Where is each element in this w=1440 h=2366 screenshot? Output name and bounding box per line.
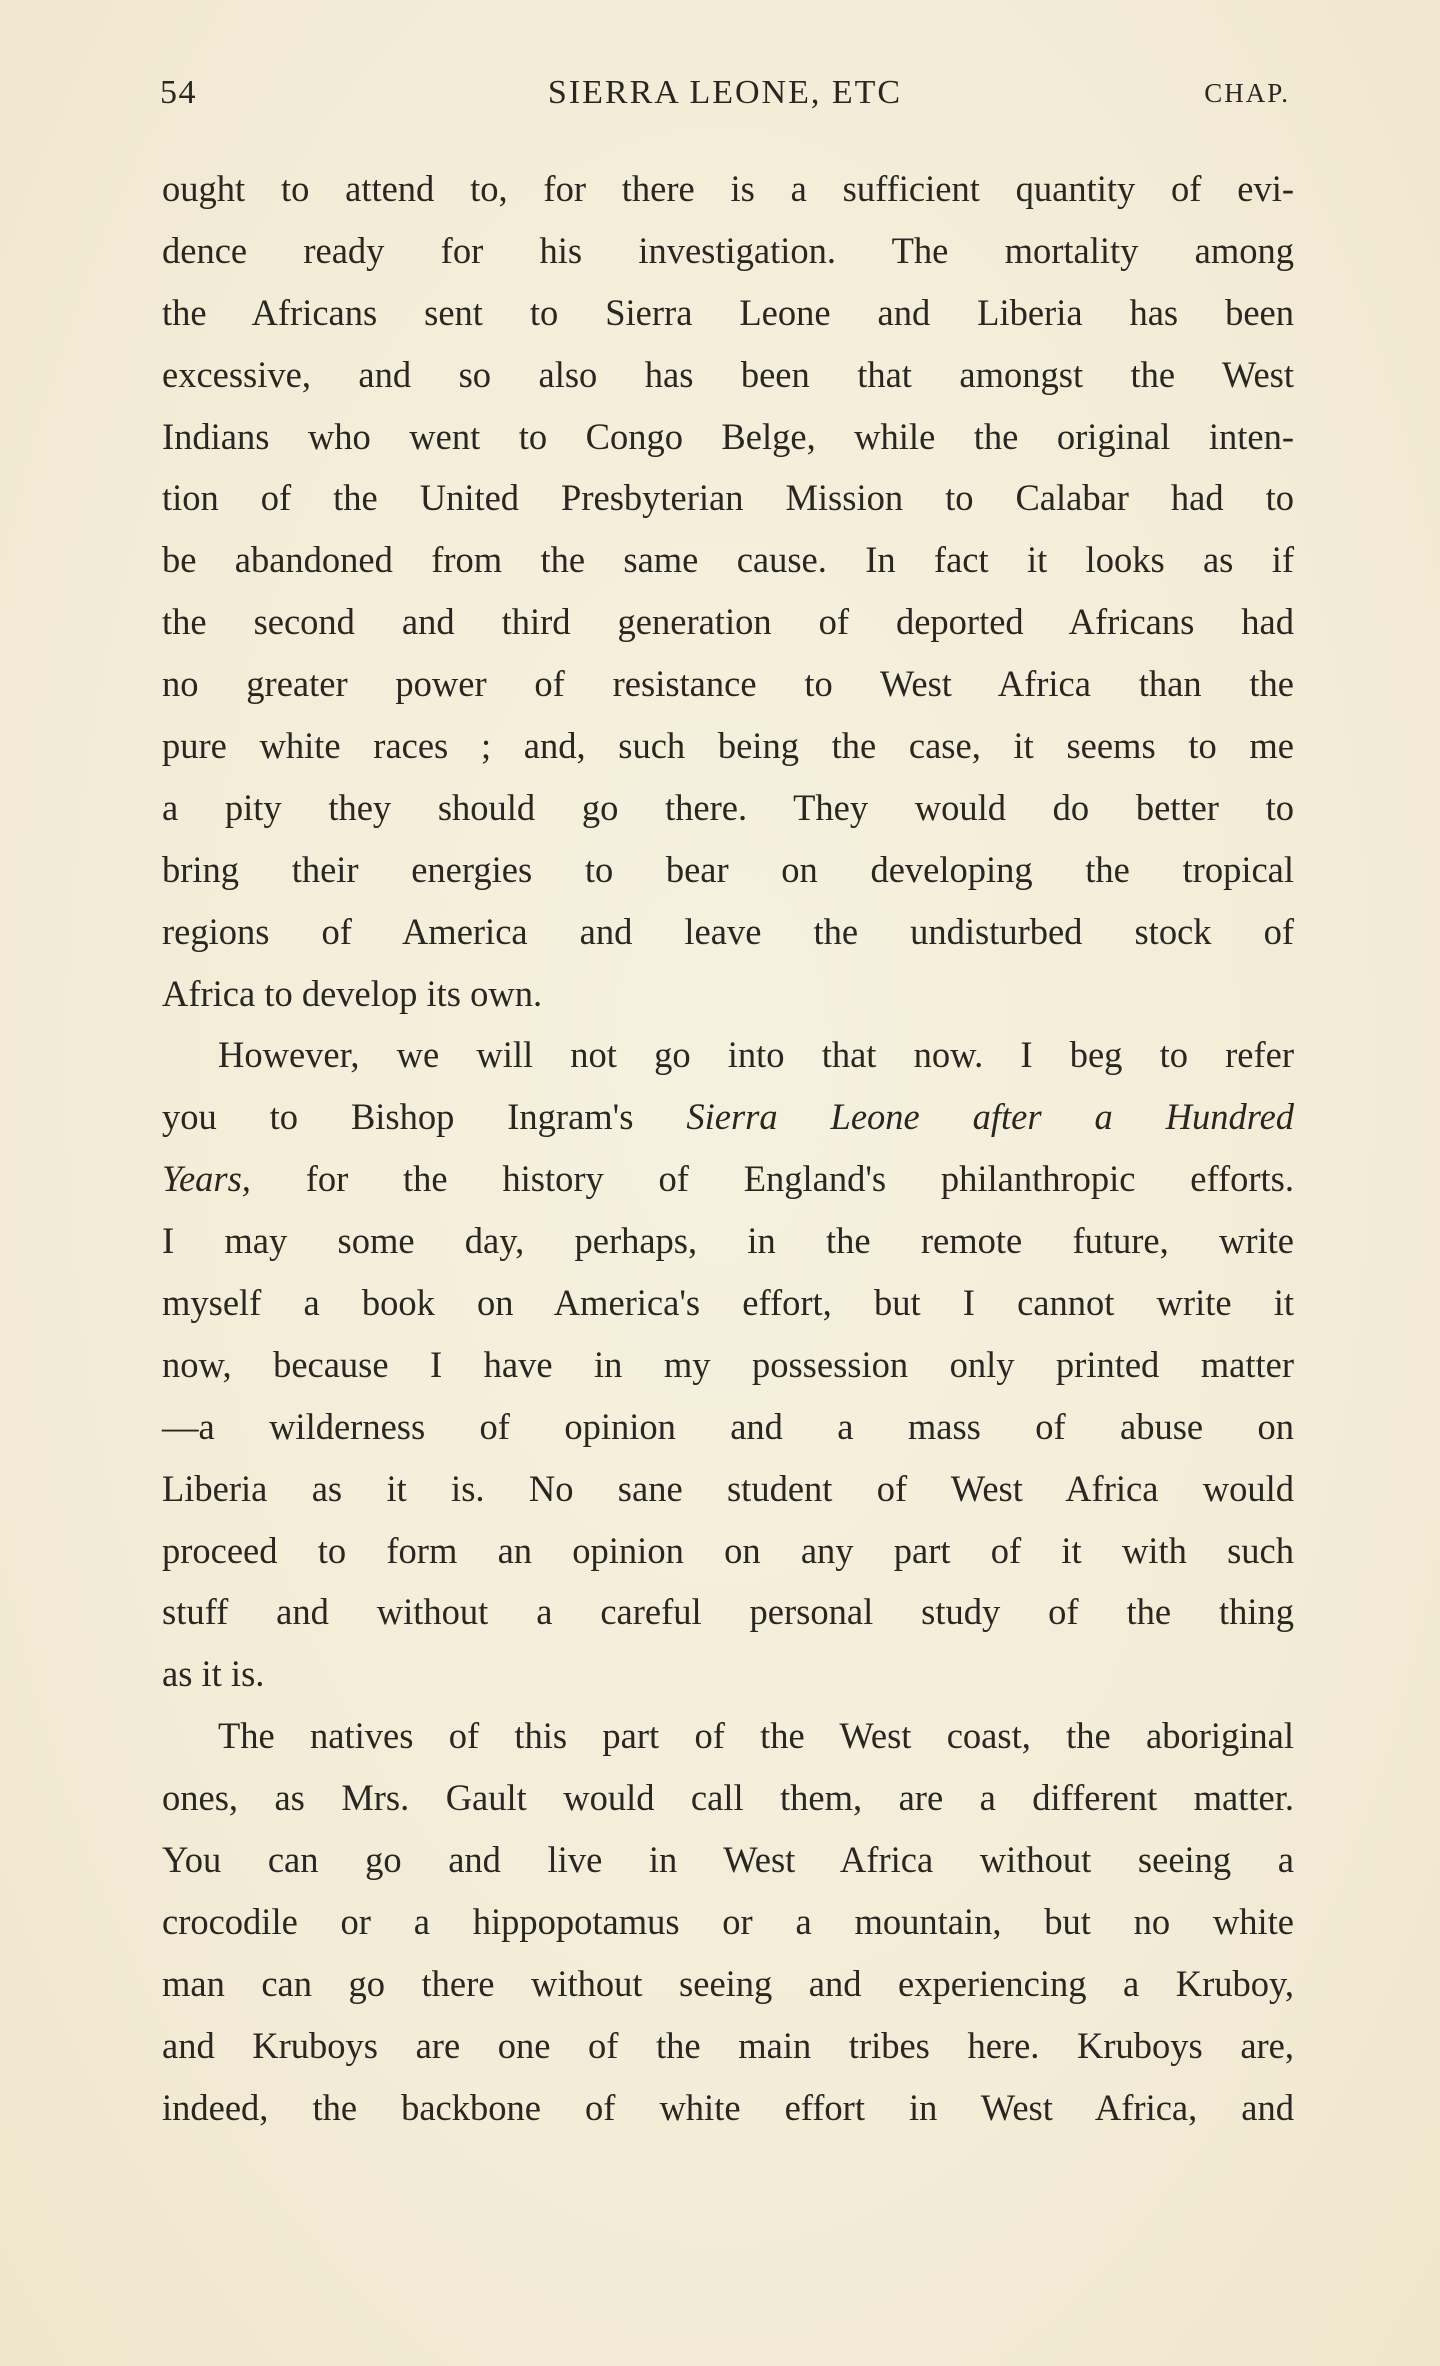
text-line: a pity they should go there. They would do better to (162, 786, 1294, 828)
chapter-label: CHAP. (1204, 78, 1290, 108)
text-span: you to Bishop Ingram's (162, 1096, 634, 1138)
text-line: tion of the United Presbyterian Mission to Calabar had to (162, 477, 1294, 519)
text-line: crocodile or a hippopotamus or a mountain, but no white (162, 1900, 1294, 1942)
text-line: and Kruboys are one of the main tribes here. Kruboys are, (162, 2024, 1294, 2066)
running-head (160, 74, 1290, 124)
text-line: Africa to develop its own. (162, 972, 543, 1014)
text-line: pure white races ; and, such being the case, it seems to me (162, 725, 1294, 767)
text-line: stuff and without a careful personal study of the thing (162, 1591, 1294, 1633)
book-title-italic: Sierra Leone after a Hundred (686, 1096, 1295, 1138)
text-span: for the history of England's philanthropic efforts. (305, 1158, 1294, 1200)
text-line: ought to attend to, for there is a sufficient quantity of evi- (162, 168, 1294, 209)
text-line: ones, as Mrs. Gault would call them, are a different matter. (162, 1777, 1294, 1819)
book-title-italic: Years, (162, 1158, 251, 1200)
text-line: bring their energies to bear on developing the tropical (162, 848, 1294, 890)
text-line: dence ready for his investigation. The mortality among (162, 229, 1294, 271)
text-line: proceed to form an opinion on any part of it with such (162, 1529, 1294, 1571)
text-line: excessive, and so also has been that amongst the West (162, 353, 1294, 395)
text-line: the second and third generation of deported Africans had (162, 601, 1294, 643)
text-line: I may some day, perhaps, in the remote future, write (162, 1220, 1294, 1262)
text-line: Liberia as it is. No sane student of West Africa would (162, 1467, 1294, 1509)
text-line: indeed, the backbone of white effort in West Africa, and (162, 2086, 1294, 2128)
text-line: —a wilderness of opinion and a mass of abuse on (162, 1405, 1294, 1447)
text-line: as it is. (162, 1653, 265, 1695)
text-line: However, we will not go into that now. I beg to refer (218, 1034, 1294, 1076)
text-line: now, because I have in my possession only printed matter (162, 1343, 1294, 1385)
text-line: You can go and live in West Africa without seeing a (162, 1839, 1294, 1881)
text-line: the Africans sent to Sierra Leone and Liberia has been (162, 291, 1294, 333)
text-line: Indians who went to Congo Belge, while the original inten- (162, 415, 1294, 457)
text-line: man can go there without seeing and experiencing a Kruboy, (162, 1962, 1294, 2004)
text-line-with-italic-title (162, 1148, 1294, 1210)
text-line: myself a book on America's effort, but I cannot write it (162, 1282, 1294, 1324)
page-number: 54 (160, 74, 197, 111)
running-title: SIERRA LEONE, ETC (547, 74, 903, 111)
text-line: be abandoned from the same cause. In fact it looks as if (162, 539, 1294, 581)
body-text (162, 158, 1294, 2139)
text-line: The natives of this part of the West coast, the aboriginal (218, 1715, 1294, 1757)
text-line: no greater power of resistance to West Africa than the (162, 663, 1294, 705)
text-line-with-italic-title (162, 1086, 1294, 1148)
text-line: regions of America and leave the undisturbed stock of (162, 910, 1294, 952)
